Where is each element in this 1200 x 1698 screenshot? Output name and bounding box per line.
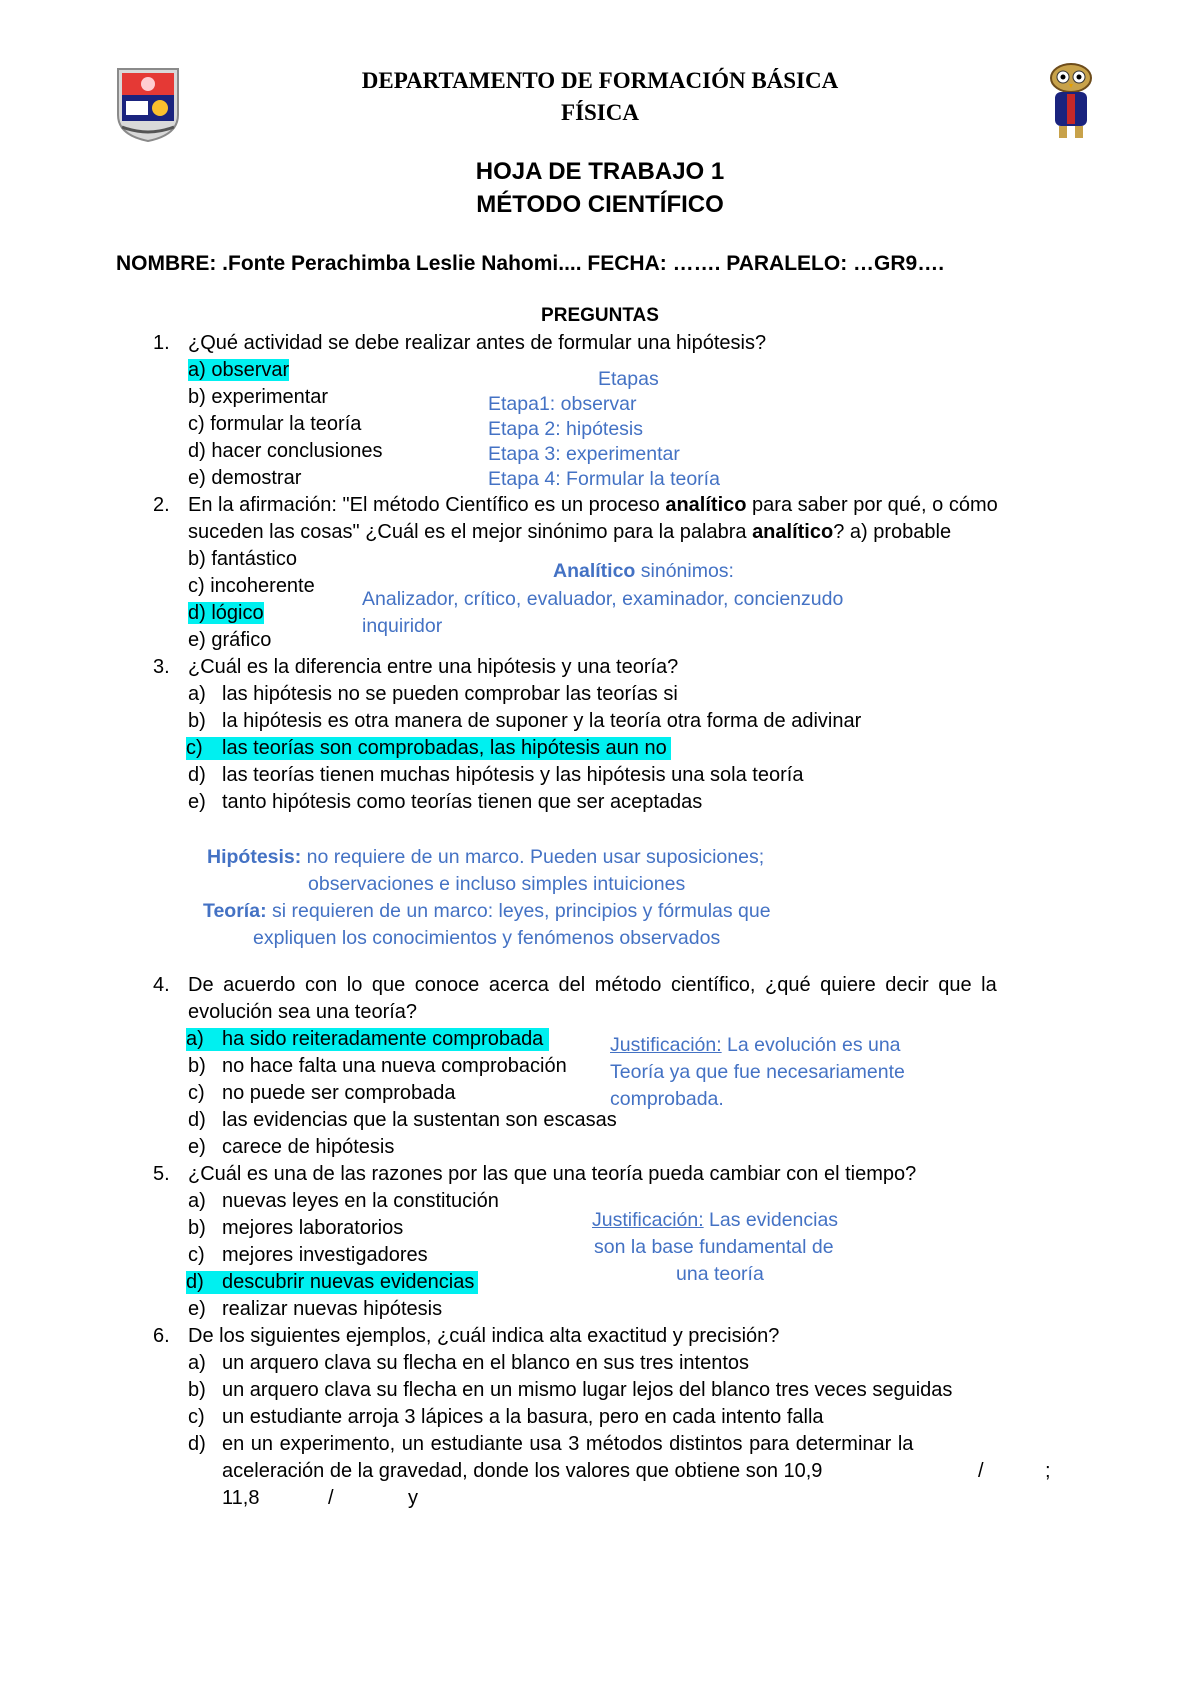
note-line: Etapa 4: Formular la teoría <box>488 468 720 490</box>
question-5-text: ¿Cuál es una de las razones por las que una teoría pueda cambiar con el tiempo? <box>188 1163 917 1185</box>
question-2-line2: suceden las cosas" ¿Cuál es el mejor sinónimo para la palabra analítico? a) probable <box>188 521 952 543</box>
option-c: c) incoherente <box>188 575 315 597</box>
option-e: tanto hipótesis como teorías tienen que ser aceptadas <box>222 791 703 813</box>
note-line: Justificación: Las evidencias <box>592 1209 839 1231</box>
note-line: comprobada. <box>610 1088 724 1110</box>
question-6-text: De los siguientes ejemplos, ¿cuál indica alta exactitud y precisión? <box>188 1325 780 1347</box>
answer-highlight: d) lógico <box>188 602 264 624</box>
answer-highlight: a) ha sido reiteradamente comprobada <box>186 1028 549 1051</box>
worksheet-title: HOJA DE TRABAJO 1 <box>475 158 725 185</box>
option-c: no puede ser comprobada <box>222 1082 456 1104</box>
fraction-slash: / <box>978 1460 984 1482</box>
option-letter: b) <box>188 1379 206 1401</box>
question-number: 3. <box>153 656 170 678</box>
option-letter: e) <box>188 791 206 813</box>
question-2-line1: En la afirmación: "El método Científico es un proceso analítico para saber por qué, o cómo <box>188 494 998 516</box>
option-letter: b) <box>188 710 206 732</box>
question-number: 5. <box>153 1163 170 1185</box>
student-info-line: NOMBRE: .Fonte Perachimba Leslie Nahomi.... FECHA: ……. PARALELO: …GR9…. <box>116 252 945 275</box>
option-letter: b) <box>188 1055 206 1077</box>
option-c: mejores investigadores <box>222 1244 428 1266</box>
option-letter: c) <box>188 1406 205 1428</box>
answer-highlight: a) observar <box>188 359 290 381</box>
option-e: carece de hipótesis <box>222 1136 395 1158</box>
option-b: mejores laboratorios <box>222 1217 404 1239</box>
option-e: e) gráfico <box>188 629 272 651</box>
separator: ; <box>1045 1460 1051 1482</box>
worksheet-subtitle: MÉTODO CIENTÍFICO <box>476 191 724 218</box>
question-number: 4. <box>153 974 170 996</box>
note-line: Etapa1: observar <box>488 393 637 415</box>
question-4-line2: evolución sea una teoría? <box>188 1001 418 1023</box>
note-line: Justificación: La evolución es una <box>610 1034 901 1056</box>
question-4-line1: De acuerdo con lo que conoce acerca del método científico, ¿qué quiere decir que la <box>188 974 997 996</box>
option-d-line3: 11,8 <box>222 1487 260 1509</box>
note-line: expliquen los conocimientos y fenómenos observados <box>253 927 721 949</box>
department-heading: DEPARTAMENTO DE FORMACIÓN BÁSICA <box>361 68 839 93</box>
option-letter: c) <box>188 1244 205 1266</box>
question-number: 6. <box>153 1325 170 1347</box>
note-line: son la base fundamental de <box>594 1236 834 1258</box>
option-b: no hace falta una nueva comprobación <box>222 1055 567 1077</box>
note-line: una teoría <box>676 1263 764 1285</box>
note-title: Etapas <box>598 368 659 390</box>
answer-highlight: c) las teorías son comprobadas, las hipótesis aun no <box>186 737 671 760</box>
option-b: la hipótesis es otra manera de suponer y la teoría otra forma de adivinar <box>222 710 862 732</box>
option-e: e) demostrar <box>188 467 302 489</box>
option-letter: e) <box>188 1298 206 1320</box>
question-1-text: ¿Qué actividad se debe realizar antes de formular una hipótesis? <box>188 332 767 354</box>
option-c: c) formular la teoría <box>188 413 362 435</box>
option-letter: a) <box>188 1352 206 1374</box>
option-a: nuevas leyes en la constitución <box>222 1190 499 1212</box>
option-b: b) fantástico <box>188 548 297 570</box>
note-line: Teoría ya que fue necesariamente <box>610 1061 905 1083</box>
subject-heading: FÍSICA <box>561 100 639 125</box>
note-line: Analizador, crítico, evaluador, examinador, concienzudo <box>362 588 844 610</box>
option-letter: c) <box>188 1082 205 1104</box>
answer-highlight: d) descubrir nuevas evidencias <box>186 1271 478 1294</box>
question-3-text: ¿Cuál es la diferencia entre una hipótesis y una teoría? <box>188 656 679 678</box>
question-number: 2. <box>153 494 170 516</box>
note-line: Etapa 2: hipótesis <box>488 418 644 440</box>
question-number: 1. <box>153 332 170 354</box>
option-a: un arquero clava su flecha en el blanco en sus tres intentos <box>222 1352 749 1374</box>
option-d: las evidencias que la sustentan son escasas <box>222 1109 617 1131</box>
note-line: Teoría: si requieren de un marco: leyes, principios y fórmulas que <box>203 900 771 922</box>
option-d: las teorías tienen muchas hipótesis y las hipótesis una sola teoría <box>222 764 804 786</box>
note-line: inquiridor <box>362 615 443 637</box>
option-c: un estudiante arroja 3 lápices a la basura, pero en cada intento falla <box>222 1406 824 1428</box>
option-letter: a) <box>188 683 206 705</box>
note-title: Analítico sinónimos: <box>553 560 734 582</box>
option-a: las hipótesis no se pueden comprobar las teorías si <box>222 683 678 705</box>
option-d-line1: en un experimento, un estudiante usa 3 métodos distintos para determinar la <box>222 1433 914 1455</box>
fraction-slash: / <box>328 1487 334 1509</box>
option-d-line2: aceleración de la gravedad, donde los valores que obtiene son 10,9 <box>222 1460 823 1482</box>
note-line: Hipótesis: no requiere de un marco. Pueden usar suposiciones; <box>207 846 765 868</box>
option-e: realizar nuevas hipótesis <box>222 1298 443 1320</box>
option-d: d) hacer conclusiones <box>188 440 383 462</box>
note-line: Etapa 3: experimentar <box>488 443 680 465</box>
option-letter: d) <box>188 764 206 786</box>
note-line: observaciones e incluso simples intuiciones <box>308 873 686 895</box>
option-b: b) experimentar <box>188 386 329 408</box>
option-b: un arquero clava su flecha en un mismo lugar lejos del blanco tres veces seguidas <box>222 1379 953 1401</box>
option-letter: b) <box>188 1217 206 1239</box>
option-letter: e) <box>188 1136 206 1158</box>
section-title: PREGUNTAS <box>541 305 659 326</box>
conjunction: y <box>408 1487 418 1509</box>
option-letter: d) <box>188 1433 206 1455</box>
option-letter: a) <box>188 1190 206 1212</box>
option-letter: d) <box>188 1109 206 1131</box>
